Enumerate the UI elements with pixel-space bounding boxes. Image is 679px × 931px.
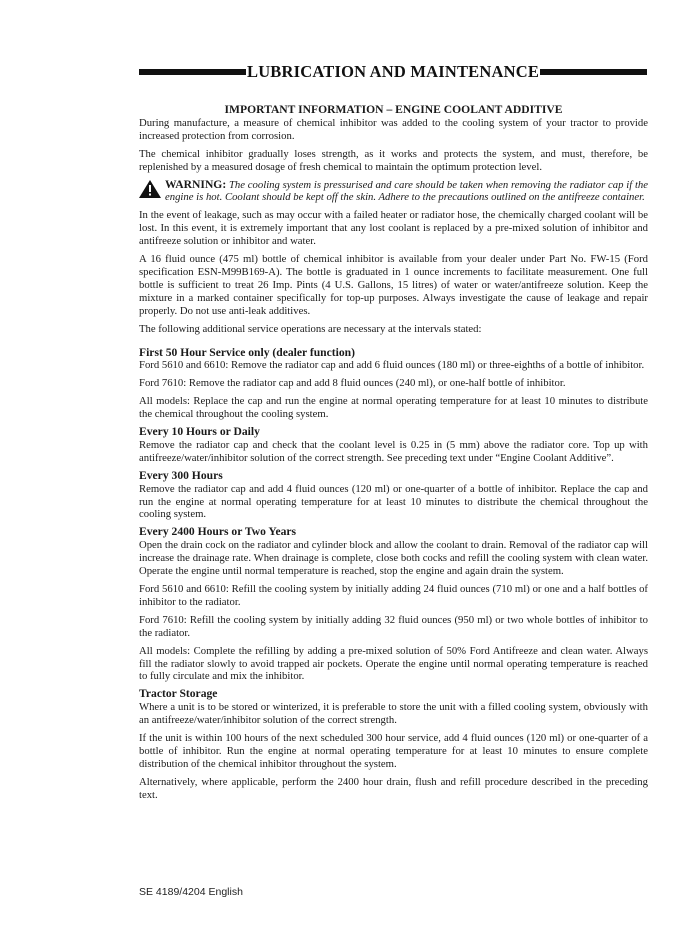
page-footer: SE 4189/4204 English <box>139 886 243 898</box>
storage-paragraph-1: Where a unit is to be stored or winterized, it is preferable to store the unit with a filled cooling system, obviously with an antifreeze/water/inhibitor solution of the correct strength. <box>139 701 648 727</box>
page-header <box>139 62 647 82</box>
section-heading-every-300: Every 300 Hours <box>139 468 223 482</box>
section-heading-every-10: Every 10 Hours or Daily <box>139 425 260 439</box>
intro-paragraph-2: The chemical inhibitor gradually loses strength, as it works and protects the system, and must, therefore, be replenished by a measured dosage of fresh chemical to maintain the optimum protection level. <box>139 147 648 173</box>
warning-triangle-icon <box>139 180 161 198</box>
first-50-paragraph-1: Ford 5610 and 6610: Remove the radiator cap and add 6 fluid ounces (180 ml) or three-eighths of a bottle of inhibitor. <box>139 359 645 372</box>
body-paragraph-5: The following additional service operations are necessary at the intervals stated: <box>139 322 482 335</box>
first-50-paragraph-2: Ford 7610: Remove the radiator cap and add 8 fluid ounces (240 ml), or one-half bottle of inhibitor. <box>139 377 566 390</box>
section-heading-every-2400: Every 2400 Hours or Two Years <box>139 525 297 539</box>
intro-heading: IMPORTANT INFORMATION – ENGINE COOLANT ADDITIVE <box>224 103 563 116</box>
warning-text: The cooling system is pressurised and care should be taken when removing the radiator cap if the engine is hot. Coolant should be kept off the skin. Adhere to the precautions outlined on the antifreeze container. <box>165 178 648 204</box>
every-2400-paragraph-4: All models: Complete the refilling by adding a pre-mixed solution of 50% Ford Antifreeze and clean water. Always fill the radiator slowly to avoid trapped air pockets. Operate the engine until normal operating temperature is reached to fully circulate and mix the inhibitor. <box>139 644 648 683</box>
intro-paragraph-1: During manufacture, a measure of chemical inhibitor was added to the cooling system of your tractor to provide increased protection from corrosion. <box>139 116 648 142</box>
first-50-paragraph-3: All models: Replace the cap and run the engine at normal operating temperature for at least 10 minutes to distribute the chemical throughout the cooling system. <box>139 395 648 421</box>
header-rule-right <box>540 69 647 75</box>
section-heading-tractor-storage: Tractor Storage <box>139 687 218 701</box>
every-10-paragraph-1: Remove the radiator cap and check that the coolant level is 0.25 in (5 mm) above the radiator core. Top up with antifreeze/water/inhibitor solution of the correct strength. See preceding text under “Engine Coolant Additive”. <box>139 438 648 464</box>
storage-paragraph-2: If the unit is within 100 hours of the next scheduled 300 hour service, add 4 fluid ounces (120 ml) or one-quarter of a bottle of inhibitor. Run the engine at normal operating temperature for at least 10 minutes to ensure complete distribution of the chemical inhibitor throughout the system. <box>139 732 648 770</box>
page-title: LUBRICATION AND MAINTENANCE <box>246 62 540 81</box>
body-paragraph-4: A 16 fluid ounce (475 ml) bottle of chemical inhibitor is available from your dealer under Part No. FW-15 (Ford specification ESN-M99B169-A). The bottle is graduated in 1 ounce increments to facilitate measurement. One full bottle is sufficient to treat 26 Imp. Pints (4 U.S. Gallons, 15 litres) of water or water/antifreeze solution. Keep the mixture in a marked container specifically for top-up purposes. Always investigate the cause of leakage and repair properly. Do not use anti-leak additives. <box>139 253 648 317</box>
header-rule-left <box>139 69 246 75</box>
body-paragraph-3: In the event of leakage, such as may occur with a failed heater or radiator hose, the chemically charged coolant will be lost. In this event, it is extremely important that any lost coolant is replaced by a pre-mixed solution of inhibitor and antifreeze solution or inhibitor and water. <box>139 209 648 248</box>
warning-label: WARNING: <box>165 177 227 191</box>
page-content <box>139 104 648 807</box>
warning-block <box>139 179 648 205</box>
storage-paragraph-3: Alternatively, where applicable, perform the 2400 hour drain, flush and refill procedure described in the preceding text. <box>139 775 648 801</box>
every-300-paragraph-1: Remove the radiator cap and add 4 fluid ounces (120 ml) or one-quarter of a bottle of inhibitor. Replace the cap and run the engine at normal operating temperature for at least 10 minutes to distribute the chemical throughout the cooling system. <box>139 482 648 521</box>
every-2400-paragraph-3: Ford 7610: Refill the cooling system by initially adding 32 fluid ounces (950 ml) or two whole bottles of inhibitor to the radiator. <box>139 613 648 639</box>
section-heading-first-50: First 50 Hour Service only (dealer function) <box>139 345 355 359</box>
every-2400-paragraph-1: Open the drain cock on the radiator and cylinder block and allow the coolant to drain. Removal of the radiator cap will increase the drainage rate. When drainage is complete, close both cocks and refill the cooling system with clean water. Operate the engine until normal temperature is reached, stop the engine and again drain the system. <box>139 539 648 578</box>
every-2400-paragraph-2: Ford 5610 and 6610: Refill the cooling system by initially adding 24 fluid ounces (710 ml) or one and a half bottles of inhibitor to the radiator. <box>139 583 648 608</box>
